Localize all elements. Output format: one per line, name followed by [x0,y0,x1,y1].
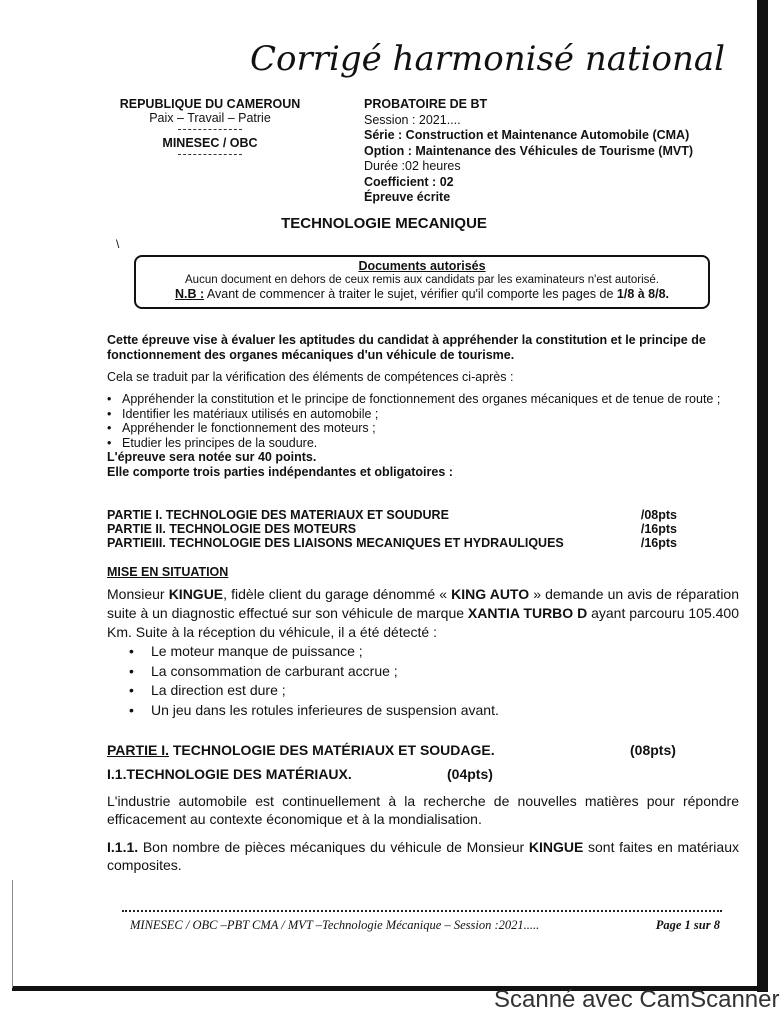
mise-paragraph [107,585,739,642]
part1-title: TECHNOLOGIE DES MATÉRIAUX ET SOUDAGE. [168,742,495,758]
exam-duree: Durée :02 heures [364,159,461,173]
ministry-name: MINESEC / OBC [162,136,258,150]
box-line: Aucun document en dehors de ceux remis aux candidats par les examinateurs n'est autorisé. [185,274,659,286]
question-paragraph [107,838,739,874]
page-number: Page 1 sur 8 [655,918,720,932]
exam-session: Session : 2021.... [364,112,461,127]
document-title: TECHNOLOGIE MECANIQUE [281,215,487,232]
part-points: /16pts [640,536,677,550]
part-row [107,522,677,536]
text-span: Monsieur [107,586,169,602]
exam-serie: Série : Construction et Maintenance Automobile (CMA) [364,128,690,142]
country-name: REPUBLIQUE DU CAMEROUN [119,97,301,111]
list-item: • Etudier les principes de la soudure. [107,436,737,451]
header-left [100,97,320,161]
symptom-list [129,642,739,720]
part-points: /16pts [640,522,677,536]
box-nb [136,287,708,301]
notation-line: Elle comporte trois parties indépendantes et obligatoires : [107,465,453,479]
list-item: • La direction est dure ; [129,681,739,701]
footer-left: MINESEC / OBC –PBT CMA / MVT –Technologie Mécanique – Session :2021..... [130,918,540,932]
section-title: I.1.TECHNOLOGIE DES MATÉRIAUX. [107,766,352,782]
country-motto: Paix – Travail – Patrie [149,111,271,125]
part-label: PARTIE II. TECHNOLOGIE DES MOTEURS [107,522,357,536]
intro-paragraph: Cela se traduit par la vérification des éléments de compétences ci-après : [107,370,514,384]
header-right [364,97,764,206]
page-footer [130,918,720,933]
client-name: KINGUE [168,586,224,602]
divider [178,129,242,136]
exam-coefficient: Coefficient : 02 [364,174,454,189]
notation-line: L'épreuve sera notée sur 40 points. [107,450,317,464]
text-span: Bon nombre de pièces mécaniques du véhicule de Monsieur [138,839,529,855]
section-1-1-heading [107,766,739,782]
box-heading: Documents autorisés [358,259,486,273]
part-points: /08pts [640,508,677,522]
authorized-documents-box [134,255,710,309]
scan-edge [12,880,13,988]
scanner-watermark: Scanné avec CamScanner [494,986,780,1013]
exam-name: PROBATOIRE DE BT [364,97,488,111]
list-item: • Appréhender le fonctionnement des moteurs ; [107,421,737,436]
exam-epreuve: Épreuve écrite [364,190,451,204]
garage-name: KING AUTO [451,586,530,602]
part1-label: PARTIE I. [107,742,169,758]
list-item: • Le moteur manque de puissance ; [129,642,739,662]
intro-section [107,333,737,480]
body-paragraph: L'industrie automobile est continuellement à la recherche de nouvelles matières pour répondre efficacement au contexte économique et à la mondialisation. [107,793,739,827]
part-label: PARTIE I. TECHNOLOGIE DES MATERIAUX ET SOUDURE [107,508,449,522]
svg-text:Corrigé harmonisé national: Corrigé harmonisé national [250,39,726,79]
part-label: PARTIEIII. TECHNOLOGIE DES LIAISONS MECANIQUES ET HYDRAULIQUES [107,536,564,550]
text-span: » demande un avis de réparation suite à un diagnostic effectué sur son véhicule de marque [107,586,739,621]
part-row [107,536,677,550]
section-points: (04pts) [447,766,493,782]
text-span: ayant parcouru 105.400 Km. Suite à la réception du véhicule, il a été détecté : [107,605,739,640]
part1-heading [107,742,739,758]
client-name: KINGUE [528,839,584,855]
divider [178,154,242,161]
intro-paragraph: Cette épreuve vise à évaluer les aptitudes du candidat à appréhender la constitution et le principe de fonctionnement des organes mécaniques d'un véhicule de tourisme. [107,333,706,362]
list-item: • Identifier les matériaux utilisés en automobile ; [107,407,737,422]
handwritten-title [250,18,726,88]
mise-heading: MISE EN SITUATION [107,565,229,579]
exam-option: Option : Maintenance des Véhicules de Tourisme (MVT) [364,143,693,158]
list-item: • La consommation de carburant accrue ; [129,662,739,682]
stray-mark: \ [116,237,120,251]
list-item: • Appréhender la constitution et le principe de fonctionnement des organes mécaniques et de tenue de route ; [107,392,737,407]
list-item: • Un jeu dans les rotules inferieures de suspension avant. [129,701,739,721]
nb-label: N.B : [174,287,205,301]
car-model: XANTIA TURBO D [467,605,588,621]
nb-pages: 1/8 à 8/8. [616,287,670,301]
text-span: sont faites en matériaux composites. [107,839,739,873]
text-span: , fidèle client du garage dénommé « [223,586,452,602]
mise-en-situation [107,565,739,720]
question-number: I.1.1. [107,839,139,855]
nb-text: Avant de commencer à traiter le sujet, vérifier qu'il comporte les pages de [204,287,617,301]
scan-edge [757,0,768,992]
part-row [107,508,677,522]
parts-list [107,508,677,550]
competence-list [107,392,737,450]
footer-rule [122,910,722,912]
part1-points: (08pts) [630,742,676,758]
